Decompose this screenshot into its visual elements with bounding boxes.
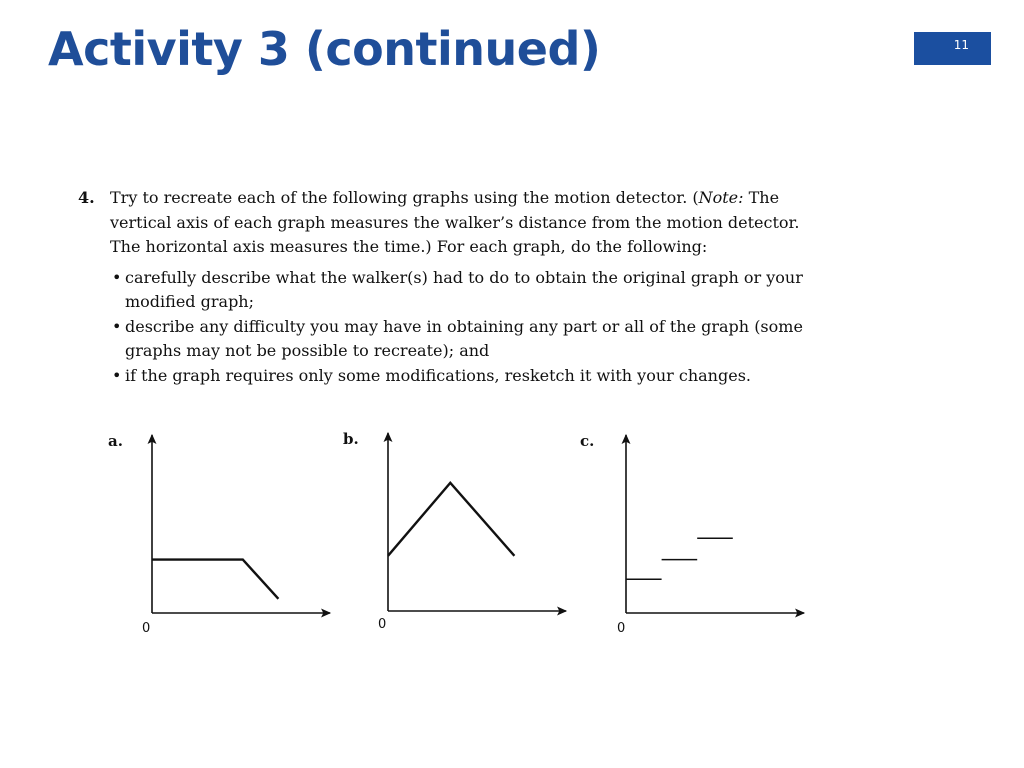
graph-label: a. bbox=[108, 432, 123, 450]
question-number: 4. bbox=[78, 188, 95, 207]
slide-number-badge bbox=[914, 32, 991, 65]
question-text-intro: Try to recreate each of the following graphs using the motion detector. ( bbox=[110, 188, 699, 207]
instruction-item: • describe any difficulty you may have in obtaining any part or all of the graph (some graphs may not be possible to recreate); and bbox=[94, 315, 808, 364]
question-note-label: Note: bbox=[698, 188, 744, 207]
question-text bbox=[110, 186, 808, 260]
slide-title: Activity 3 (continued) bbox=[48, 22, 601, 76]
origin-label: 0 bbox=[378, 617, 387, 632]
series-line-b bbox=[388, 483, 514, 556]
instruction-list bbox=[94, 266, 808, 389]
graph-label: b. bbox=[343, 430, 359, 448]
series-line-a bbox=[152, 560, 278, 599]
question-row bbox=[78, 186, 808, 260]
graph-a bbox=[108, 432, 330, 636]
graph-b bbox=[343, 430, 566, 632]
origin-label: 0 bbox=[617, 621, 626, 636]
instruction-item: • carefully describe what the walker(s) had to do to obtain the original graph or your modified graph; bbox=[94, 266, 808, 315]
slide-number: 11 bbox=[953, 38, 969, 52]
graph-label: c. bbox=[580, 432, 595, 450]
origin-label: 0 bbox=[142, 621, 151, 636]
question-block bbox=[78, 186, 808, 388]
instruction-item: • if the graph requires only some modifications, resketch it with your changes. bbox=[94, 364, 808, 389]
question-text-rest: The vertical axis of each graph measures the walker’s distance from the motion detector. The horizontal axis measures the time.) For each graph, do the following: bbox=[110, 188, 800, 256]
graph-c bbox=[580, 432, 804, 636]
